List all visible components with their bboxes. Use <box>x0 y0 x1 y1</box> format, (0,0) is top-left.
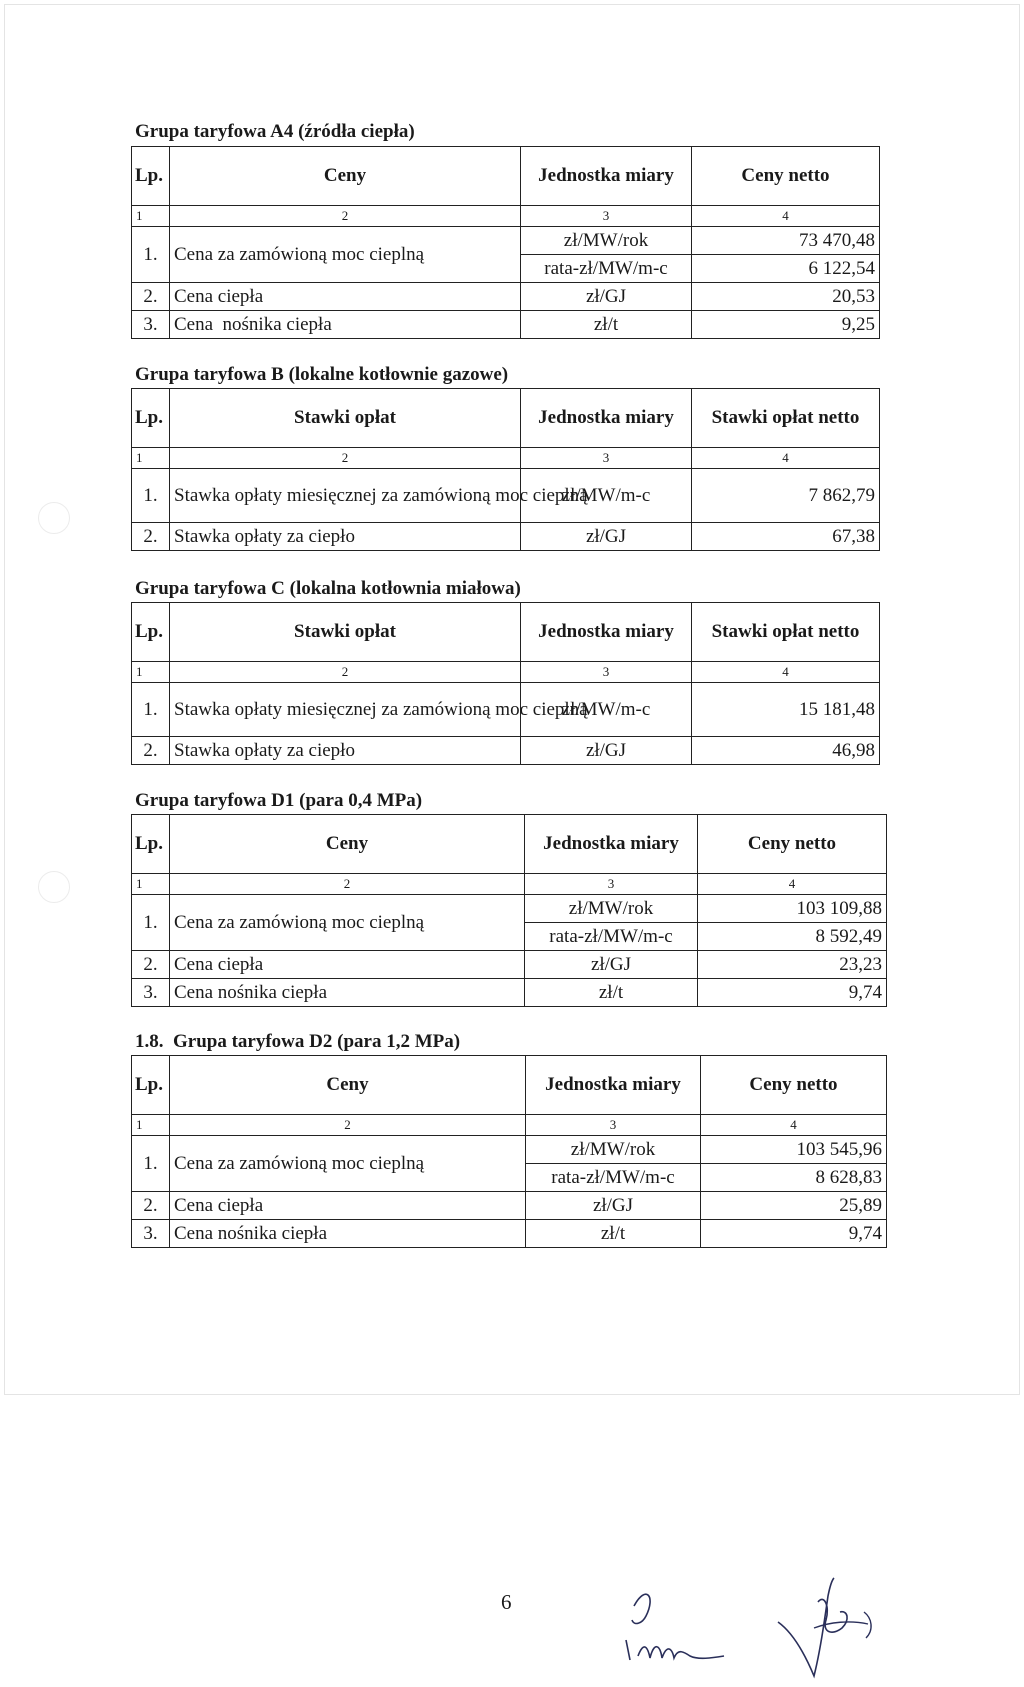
row-name: Stawka opłaty miesięcznej za zamówioną moc cieplną <box>170 469 521 523</box>
header-unit: Jednostka miary <box>526 1056 701 1115</box>
row-name: Cena nośnika ciepła <box>170 979 525 1007</box>
row-value: 8 592,49 <box>698 923 887 951</box>
header-lp: Lp. <box>132 603 170 662</box>
row-value: 46,98 <box>692 737 880 765</box>
row-unit: zł/t <box>521 311 692 339</box>
column-number: 4 <box>692 448 880 469</box>
row-number: 1. <box>132 227 170 283</box>
row-unit: rata-zł/MW/m-c <box>526 1164 701 1192</box>
row-value: 8 628,83 <box>701 1164 887 1192</box>
column-number: 3 <box>526 1115 701 1136</box>
row-name: Cena nośnika ciepła <box>170 1220 526 1248</box>
row-unit: rata-zł/MW/m-c <box>521 255 692 283</box>
row-value: 7 862,79 <box>692 469 880 523</box>
row-number: 2. <box>132 1192 170 1220</box>
column-number: 3 <box>525 874 698 895</box>
signature <box>770 1572 890 1687</box>
row-unit: zł/MW/rok <box>521 227 692 255</box>
header-value: Ceny netto <box>692 147 880 206</box>
row-name: Cena za zamówioną moc cieplną <box>170 227 521 283</box>
column-number: 1 <box>132 206 170 227</box>
header-lp: Lp. <box>132 147 170 206</box>
row-number: 2. <box>132 737 170 765</box>
row-value: 15 181,48 <box>692 683 880 737</box>
row-name: Cena nośnika ciepła <box>170 311 521 339</box>
header-unit: Jednostka miary <box>521 147 692 206</box>
row-unit: rata-zł/MW/m-c <box>525 923 698 951</box>
column-number: 4 <box>692 662 880 683</box>
row-number: 3. <box>132 311 170 339</box>
header-items: Ceny <box>170 1056 526 1115</box>
row-number: 2. <box>132 951 170 979</box>
row-value: 25,89 <box>701 1192 887 1220</box>
row-unit: zł/MW/rok <box>525 895 698 923</box>
row-number: 2. <box>132 523 170 551</box>
tariff-table <box>131 814 887 1007</box>
row-unit: zł/t <box>525 979 698 1007</box>
header-lp: Lp. <box>132 1056 170 1115</box>
row-value: 9,25 <box>692 311 880 339</box>
row-value: 9,74 <box>698 979 887 1007</box>
header-lp: Lp. <box>132 389 170 448</box>
column-number: 1 <box>132 448 170 469</box>
section-title: 1.8. Grupa taryfowa D2 (para 1,2 MPa) <box>135 1031 461 1052</box>
column-number: 2 <box>170 1115 526 1136</box>
column-number: 1 <box>132 662 170 683</box>
section-title: Grupa taryfowa B (lokalne kotłownie gazowe) <box>135 364 509 385</box>
header-items: Ceny <box>170 815 525 874</box>
row-value: 20,53 <box>692 283 880 311</box>
column-number: 4 <box>698 874 887 895</box>
column-number: 2 <box>170 206 521 227</box>
header-unit: Jednostka miary <box>521 603 692 662</box>
row-name: Cena ciepła <box>170 951 525 979</box>
tariff-table <box>131 146 880 339</box>
section-title: Grupa taryfowa D1 (para 0,4 MPa) <box>135 790 423 811</box>
header-items: Stawki opłat <box>170 603 521 662</box>
column-number: 1 <box>132 874 170 895</box>
row-number: 1. <box>132 895 170 951</box>
header-unit: Jednostka miary <box>525 815 698 874</box>
row-name: Cena ciepła <box>170 283 521 311</box>
row-value: 6 122,54 <box>692 255 880 283</box>
row-unit: zł/GJ <box>521 737 692 765</box>
row-unit: zł/MW/m-c <box>521 469 692 523</box>
row-value: 103 545,96 <box>701 1136 887 1164</box>
row-number: 1. <box>132 469 170 523</box>
punch-hole <box>38 502 70 534</box>
row-name: Stawka opłaty miesięcznej za zamówioną moc cieplną <box>170 683 521 737</box>
header-items: Stawki opłat <box>170 389 521 448</box>
header-value: Stawki opłat netto <box>692 603 880 662</box>
page-number: 6 <box>501 1590 512 1614</box>
header-unit: Jednostka miary <box>521 389 692 448</box>
row-value: 73 470,48 <box>692 227 880 255</box>
section-title: Grupa taryfowa A4 (źródła ciepła) <box>135 121 415 142</box>
header-lp: Lp. <box>132 815 170 874</box>
column-number: 3 <box>521 662 692 683</box>
row-value: 67,38 <box>692 523 880 551</box>
row-unit: zł/GJ <box>521 523 692 551</box>
tariff-table <box>131 602 880 765</box>
column-number: 4 <box>692 206 880 227</box>
row-value: 9,74 <box>701 1220 887 1248</box>
header-value: Stawki opłat netto <box>692 389 880 448</box>
column-number: 2 <box>170 662 521 683</box>
row-unit: zł/GJ <box>521 283 692 311</box>
tariff-table <box>131 1055 887 1248</box>
row-number: 3. <box>132 1220 170 1248</box>
column-number: 2 <box>170 448 521 469</box>
row-unit: zł/t <box>526 1220 701 1248</box>
punch-hole <box>38 871 70 903</box>
row-unit: zł/MW/rok <box>526 1136 701 1164</box>
column-number: 4 <box>701 1115 887 1136</box>
column-number: 2 <box>170 874 525 895</box>
row-name: Cena za zamówioną moc cieplną <box>170 1136 526 1192</box>
tariff-table <box>131 388 880 551</box>
row-unit: zł/MW/m-c <box>521 683 692 737</box>
row-number: 3. <box>132 979 170 1007</box>
row-name: Stawka opłaty za ciepło <box>170 737 521 765</box>
row-number: 1. <box>132 683 170 737</box>
row-value: 103 109,88 <box>698 895 887 923</box>
row-name: Cena ciepła <box>170 1192 526 1220</box>
row-unit: zł/GJ <box>525 951 698 979</box>
row-name: Cena za zamówioną moc cieplną <box>170 895 525 951</box>
column-number: 3 <box>521 206 692 227</box>
column-number: 3 <box>521 448 692 469</box>
row-number: 1. <box>132 1136 170 1192</box>
header-value: Ceny netto <box>701 1056 887 1115</box>
signature <box>612 1578 762 1678</box>
section-title: Grupa taryfowa C (lokalna kotłownia miałowa) <box>135 578 521 599</box>
header-value: Ceny netto <box>698 815 887 874</box>
column-number: 1 <box>132 1115 170 1136</box>
row-unit: zł/GJ <box>526 1192 701 1220</box>
row-number: 2. <box>132 283 170 311</box>
row-name: Stawka opłaty za ciepło <box>170 523 521 551</box>
header-items: Ceny <box>170 147 521 206</box>
row-value: 23,23 <box>698 951 887 979</box>
